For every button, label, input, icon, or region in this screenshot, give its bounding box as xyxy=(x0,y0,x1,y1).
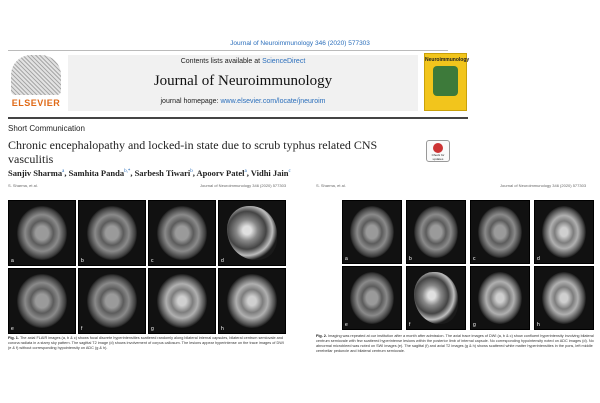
divider xyxy=(8,50,448,51)
mri-image[interactable]: e xyxy=(342,266,402,330)
journal-homepage xyxy=(68,98,418,105)
figure-2-caption: Fig. 2. Imaging was repeated at our institution after a month after admission. The axial trace images of DWI (a, b & c) show confluent hyperintensity involving bilateral centrum semiovale with few scattered hyperintense lesions within the posterior limb of internal capsule. No corresponding hypointensity noted on ADC images (d). No abnormal microbleed was noted on SWI images (e). The sagittal (f) and axial T2 images (g & h) shows scattered white matter hyperintensities in the pons, left middle cerebellar peduncle and bilateral centrum semiovale. xyxy=(316,334,594,353)
mri-image[interactable]: f xyxy=(78,268,146,334)
left-running-author: S. Sharma, et al. xyxy=(8,183,38,188)
check-for-updates-badge[interactable] xyxy=(426,140,450,162)
elsevier-tree-icon xyxy=(11,55,61,95)
mri-image[interactable]: f xyxy=(406,266,466,330)
mri-image[interactable]: c xyxy=(470,200,530,264)
cover-image xyxy=(433,66,458,96)
elsevier-logo[interactable] xyxy=(8,55,64,111)
mri-image[interactable]: h xyxy=(534,266,594,330)
homepage-link[interactable]: www.elsevier.com/locate/jneuroim xyxy=(220,98,326,105)
contents-text: Contents lists available at xyxy=(180,58,261,65)
section-type: Short Communication xyxy=(8,124,85,133)
cover-title: Neuroimmunology xyxy=(425,57,470,63)
mri-image[interactable]: a xyxy=(342,200,402,264)
header-rule xyxy=(8,117,468,119)
mri-image[interactable]: d xyxy=(218,200,286,266)
article-title: Chronic encephalopathy and locked-in state due to scrub typhus related CNS vasculitis xyxy=(8,138,378,166)
mri-image[interactable]: c xyxy=(148,200,216,266)
author[interactable]: Vidhi Jain$^c$ xyxy=(250,168,291,178)
figure-1-caption: Fig. 1. The axial FLAIR images (a, b & c) shows focal discrete hyperintensities scattered randomly along bilateral internal capsules, bilateral centrum semiovale and corona radiata in a starry sky pattern. The sagittal T2 image (d) shows involvement of corpus callosum. The lesions appear hyperintense on the trace images of DWI (e & f) without corresponding hypointensity on ADC (g & h). xyxy=(8,336,284,350)
author[interactable]: Sanjiv Sharma$^a$ xyxy=(8,168,65,178)
left-running-journal: Journal of Neuroimmunology 346 (2020) 577303 xyxy=(200,183,287,188)
right-running-author: S. Sharma, et al. xyxy=(316,183,346,188)
mri-image[interactable]: h xyxy=(218,268,286,334)
badge-text: Check for updates xyxy=(431,153,445,161)
author[interactable]: Apoorv Patel$^a$ xyxy=(196,168,247,178)
homepage-label: journal homepage: xyxy=(160,98,219,105)
mri-image[interactable]: g xyxy=(470,266,530,330)
publisher-name: ELSEVIER xyxy=(11,98,61,108)
journal-title: Journal of Neuroimmunology xyxy=(153,73,333,89)
sciencedirect-link[interactable]: ScienceDirect xyxy=(262,58,306,65)
mri-image[interactable]: a xyxy=(8,200,76,266)
right-running-journal: Journal of Neuroimmunology 346 (2020) 577303 xyxy=(500,183,587,188)
figure-2 xyxy=(342,200,592,330)
mri-image[interactable]: d xyxy=(534,200,594,264)
contents-line xyxy=(68,58,418,65)
author[interactable]: Samhita Panda$^{b,*}$ xyxy=(68,168,131,178)
mri-image[interactable]: b xyxy=(406,200,466,264)
journal-cover[interactable] xyxy=(424,53,470,111)
author-list: Sanjiv Sharma$^a$, Samhita Panda$^{b,*}$, Sarbesh Tiwari$^b$, Apoorv Patel$^a$, Vidhi Jain$^c$ xyxy=(8,168,291,178)
author[interactable]: Sarbesh Tiwari$^b$ xyxy=(134,168,193,178)
check-updates-icon xyxy=(433,143,443,153)
mri-image[interactable]: b xyxy=(78,200,146,266)
mri-image[interactable]: e xyxy=(8,268,76,334)
figure-1 xyxy=(8,200,284,332)
mri-image[interactable]: g xyxy=(148,268,216,334)
journal-reference[interactable]: Journal of Neuroimmunology 346 (2020) 577303 xyxy=(230,40,370,47)
